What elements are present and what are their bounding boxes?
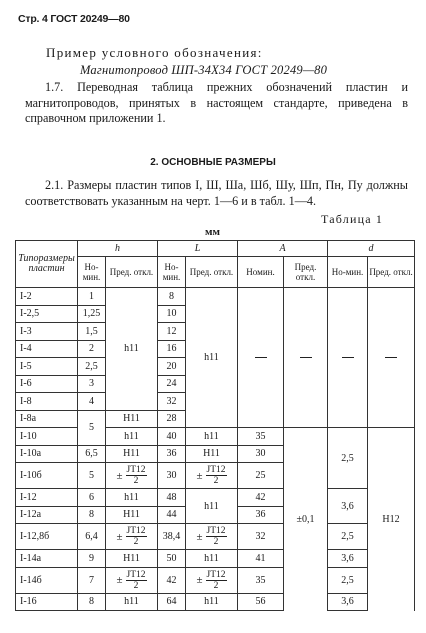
fraction-numerator: JT12 (126, 526, 146, 536)
L-nominal: 8 (158, 288, 186, 306)
h-nominal: 1 (78, 288, 106, 306)
header-L-tol: Пред. откл. (186, 257, 238, 288)
h-nominal: 1,5 (78, 323, 106, 341)
row-name: I-3 (16, 323, 78, 341)
example-designation: Магнитопровод ШП-34X34 ГОСТ 20249—80 (80, 63, 328, 77)
h-nominal: 7 (78, 567, 106, 593)
h-nominal: 4 (78, 393, 106, 411)
table-row (16, 550, 415, 568)
h-tolerance: h11 (106, 489, 158, 507)
fraction-numerator: JT12 (206, 526, 226, 536)
header-size: Типоразмеры пластин (16, 241, 78, 288)
h-nominal: 2,5 (78, 358, 106, 376)
A-nominal-none (238, 288, 284, 428)
row-name: I-10 (16, 428, 78, 446)
d-nominal: 3,6 (328, 489, 368, 524)
h-tolerance: h11 (106, 288, 158, 411)
header-h-tol: Пред. откл. (106, 257, 158, 288)
A-nominal: 36 (238, 506, 284, 524)
h-nominal: 3 (78, 375, 106, 393)
d-nominal: 2,5 (328, 524, 368, 550)
plus-minus: ± (196, 574, 203, 586)
row-name: I-2,5 (16, 305, 78, 323)
table-label: Таблица 1 (321, 212, 384, 226)
fraction-denominator: 2 (133, 580, 139, 591)
table-row (16, 593, 415, 611)
header-L-nom: Но-мин. (158, 257, 186, 288)
plus-minus: ± (196, 530, 203, 543)
L-tolerance: h11 (186, 428, 238, 446)
row-name: I-8 (16, 393, 78, 411)
L-tolerance: h11 (186, 288, 238, 428)
dash-mark (300, 357, 312, 358)
fraction-denominator: 2 (213, 476, 219, 486)
L-nominal: 40 (158, 428, 186, 446)
h-nominal: 6,5 (78, 445, 106, 463)
h-tolerance: H11 (106, 550, 158, 568)
L-tolerance: h11 (186, 489, 238, 524)
row-name: I-14б (16, 567, 78, 593)
L-tolerance: H11 (186, 445, 238, 463)
d-nominal: 3,6 (328, 550, 368, 568)
fraction-numerator: JT12 (126, 569, 146, 580)
row-name: I-12 (16, 489, 78, 507)
h-nominal: 1,25 (78, 305, 106, 323)
A-nominal: 35 (238, 567, 284, 593)
L-nominal: 12 (158, 323, 186, 341)
row-name: I-16 (16, 593, 78, 611)
L-nominal: 36 (158, 445, 186, 463)
L-nominal: 28 (158, 410, 186, 428)
fraction-denominator: 2 (213, 537, 219, 547)
L-tolerance: h11 (186, 550, 238, 568)
fraction-numerator: JT12 (206, 465, 226, 475)
plus-minus: ± (116, 574, 123, 586)
dash-mark (385, 357, 397, 358)
d-tolerance-none (368, 288, 415, 428)
L-nominal: 44 (158, 506, 186, 524)
h-tolerance (106, 463, 158, 489)
row-name: I-2 (16, 288, 78, 306)
header-L: L (158, 241, 238, 257)
header-h: h (78, 241, 158, 257)
L-nominal: 50 (158, 550, 186, 568)
h-nominal: 8 (78, 593, 106, 611)
header-A: A (238, 241, 328, 257)
h-nominal: 2 (78, 340, 106, 358)
L-nominal: 42 (158, 567, 186, 593)
header-d: d (328, 241, 415, 257)
h-tolerance: h11 (106, 593, 158, 611)
h-nominal: 5 (78, 410, 106, 445)
L-nominal: 30 (158, 463, 186, 489)
L-nominal: 38,4 (158, 524, 186, 550)
header-A-tol: Пред. откл. (284, 257, 328, 288)
unit-label: мм (205, 226, 220, 238)
d-nominal-none (328, 288, 368, 428)
A-tolerance-none (284, 288, 328, 428)
header-A-nom: Номин. (238, 257, 284, 288)
h-nominal: 6 (78, 489, 106, 507)
d-nominal: 2,5 (328, 428, 368, 489)
row-name: I-10а (16, 445, 78, 463)
header-d-nom: Но-мин. (328, 257, 368, 288)
A-nominal: 41 (238, 550, 284, 568)
A-nominal: 30 (238, 445, 284, 463)
L-tolerance (186, 567, 238, 593)
dash-mark (255, 357, 267, 358)
h-nominal: 8 (78, 506, 106, 524)
L-tolerance (186, 524, 238, 550)
header-h-nom: Но-мин. (78, 257, 106, 288)
L-nominal: 48 (158, 489, 186, 507)
h-tolerance (106, 524, 158, 550)
L-nominal: 32 (158, 393, 186, 411)
fraction-numerator: JT12 (206, 569, 226, 580)
fraction-denominator: 2 (133, 476, 139, 486)
table-row (16, 567, 415, 593)
d-tolerance: H12 (368, 428, 415, 611)
L-nominal: 20 (158, 358, 186, 376)
table-row (16, 524, 415, 550)
row-name: I-12а (16, 506, 78, 524)
A-nominal: 25 (238, 463, 284, 489)
A-nominal: 35 (238, 428, 284, 446)
header-d-tol: Пред. откл. (368, 257, 415, 288)
A-nominal: 56 (238, 593, 284, 611)
example-title: Пример условного обозначения: (46, 45, 263, 60)
jt12-fraction (196, 570, 226, 591)
L-nominal: 10 (158, 305, 186, 323)
table-row (16, 489, 415, 507)
L-tolerance: h11 (186, 593, 238, 611)
fraction-denominator: 2 (213, 580, 219, 591)
dash-mark (342, 357, 354, 358)
jt12-fraction (116, 570, 146, 591)
plus-minus: ± (116, 530, 123, 543)
section-title: 2. ОСНОВНЫЕ РАЗМЕРЫ (150, 157, 276, 168)
L-nominal: 16 (158, 340, 186, 358)
A-nominal: 32 (238, 524, 284, 550)
jt12-fraction (116, 526, 146, 547)
A-nominal: 42 (238, 489, 284, 507)
h-tolerance: H11 (106, 410, 158, 428)
row-name: I-5 (16, 358, 78, 376)
paragraph-2-1: 2.1. Размеры пластин типов I, Ш, Ша, Шб, Шу, Шп, Пн, Пу должны соответствовать указанным на черт. 1—6 и в табл. 1—4. (25, 178, 408, 208)
row-name: I-12,8б (16, 524, 78, 550)
jt12-fraction (196, 526, 226, 547)
table-row (16, 428, 415, 446)
dimensions-table (15, 240, 415, 611)
row-name: I-14а (16, 550, 78, 568)
row-name: I-4 (16, 340, 78, 358)
h-tolerance: h11 (106, 428, 158, 446)
d-nominal: 2,5 (328, 567, 368, 593)
row-name: I-10б (16, 463, 78, 489)
row-name: I-8а (16, 410, 78, 428)
page-header: Стр. 4 ГОСТ 20249—80 (18, 13, 130, 25)
plus-minus: ± (196, 469, 203, 482)
L-nominal: 24 (158, 375, 186, 393)
h-nominal: 9 (78, 550, 106, 568)
plus-minus: ± (116, 469, 123, 482)
h-tolerance: H11 (106, 445, 158, 463)
table-row (16, 288, 415, 306)
h-tolerance (106, 567, 158, 593)
jt12-fraction (196, 465, 226, 486)
L-tolerance (186, 463, 238, 489)
row-name: I-6 (16, 375, 78, 393)
d-nominal: 3,6 (328, 593, 368, 611)
A-tolerance: ±0,1 (284, 428, 328, 611)
fraction-numerator: JT12 (126, 465, 146, 475)
h-tolerance: H11 (106, 506, 158, 524)
jt12-fraction (116, 465, 146, 486)
L-nominal: 64 (158, 593, 186, 611)
h-nominal: 6,4 (78, 524, 106, 550)
paragraph-1-7: 1.7. Переводная таблица прежних обозначений пластин и магнитопроводов, принятых в настоящем стандарте, приведена в справочном приложении 1. (25, 80, 408, 125)
h-nominal: 5 (78, 463, 106, 489)
fraction-denominator: 2 (133, 537, 139, 547)
